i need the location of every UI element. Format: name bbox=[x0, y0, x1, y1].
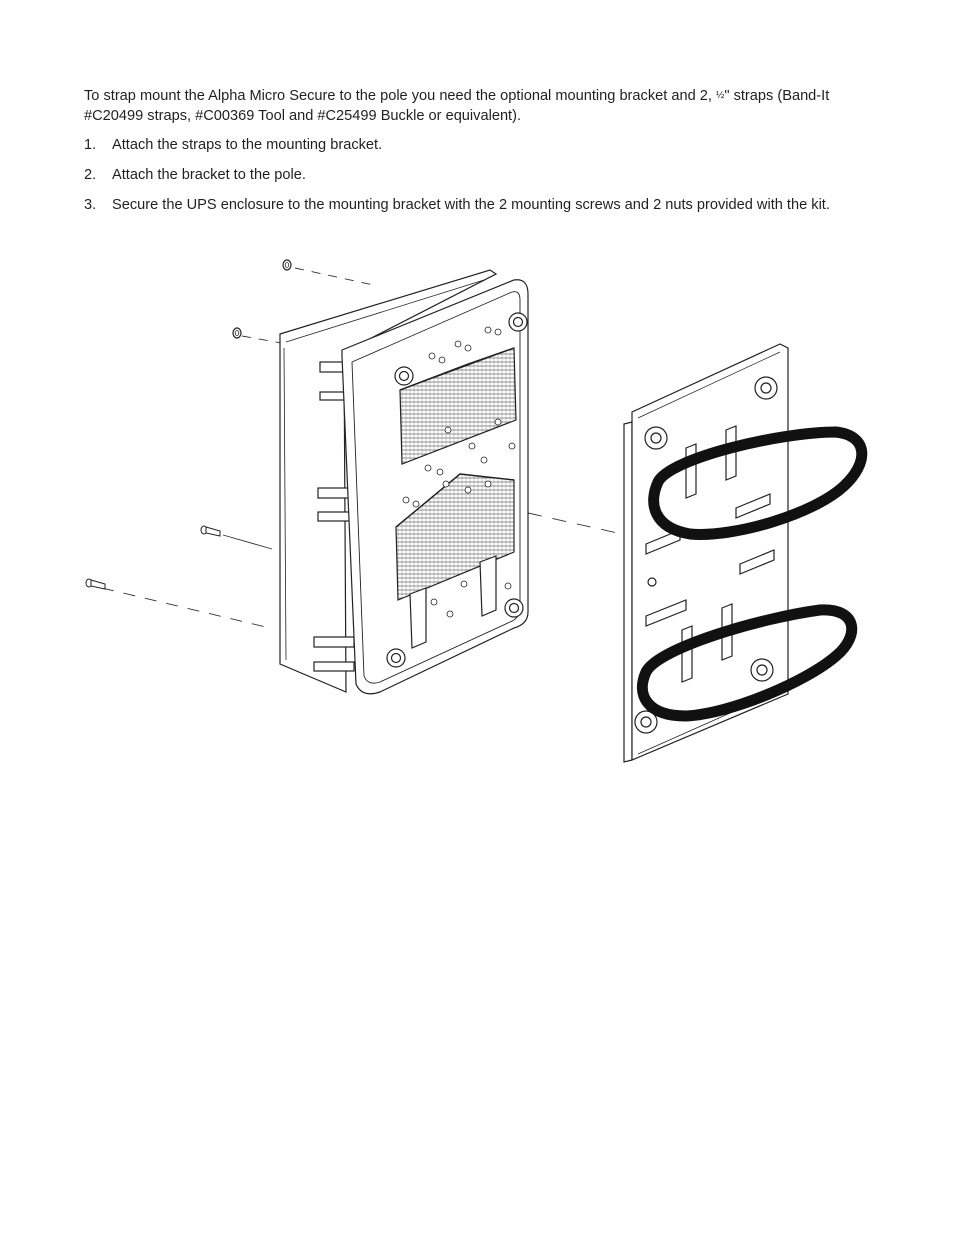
step-text: Attach the bracket to the pole. bbox=[112, 167, 306, 183]
mounting-screw bbox=[86, 579, 105, 589]
intro-text-start: To strap mount the Alpha Micro Secure to the pole you need the optional mounting bracket and 2, bbox=[84, 88, 716, 104]
mounting-screw bbox=[201, 526, 220, 536]
ups-enclosure bbox=[280, 270, 528, 694]
assembly-drawing bbox=[80, 252, 870, 772]
step-2 bbox=[84, 166, 874, 186]
intro-paragraph bbox=[84, 86, 874, 126]
step-text: Attach the straps to the mounting bracket. bbox=[112, 137, 383, 153]
mounting-nut bbox=[233, 328, 241, 338]
step-number: 1. bbox=[84, 137, 97, 153]
mounting-nut bbox=[283, 260, 291, 270]
intro-text-end: " straps (Band-It #C20499 straps, #C00369 Tool and #C25499 Buckle or equivalent). bbox=[84, 88, 830, 124]
exploded-assembly-illustration bbox=[80, 252, 870, 772]
instructions-block bbox=[84, 86, 874, 226]
step-text: Secure the UPS enclosure to the mounting bracket with the 2 mounting screws and 2 nuts provided with the kit. bbox=[112, 197, 830, 213]
fraction-half: ½ bbox=[715, 90, 725, 101]
step-number: 2. bbox=[84, 167, 97, 183]
step-3 bbox=[84, 196, 874, 216]
steps-list bbox=[84, 136, 874, 216]
step-number: 3. bbox=[84, 197, 97, 213]
step-1 bbox=[84, 136, 874, 156]
